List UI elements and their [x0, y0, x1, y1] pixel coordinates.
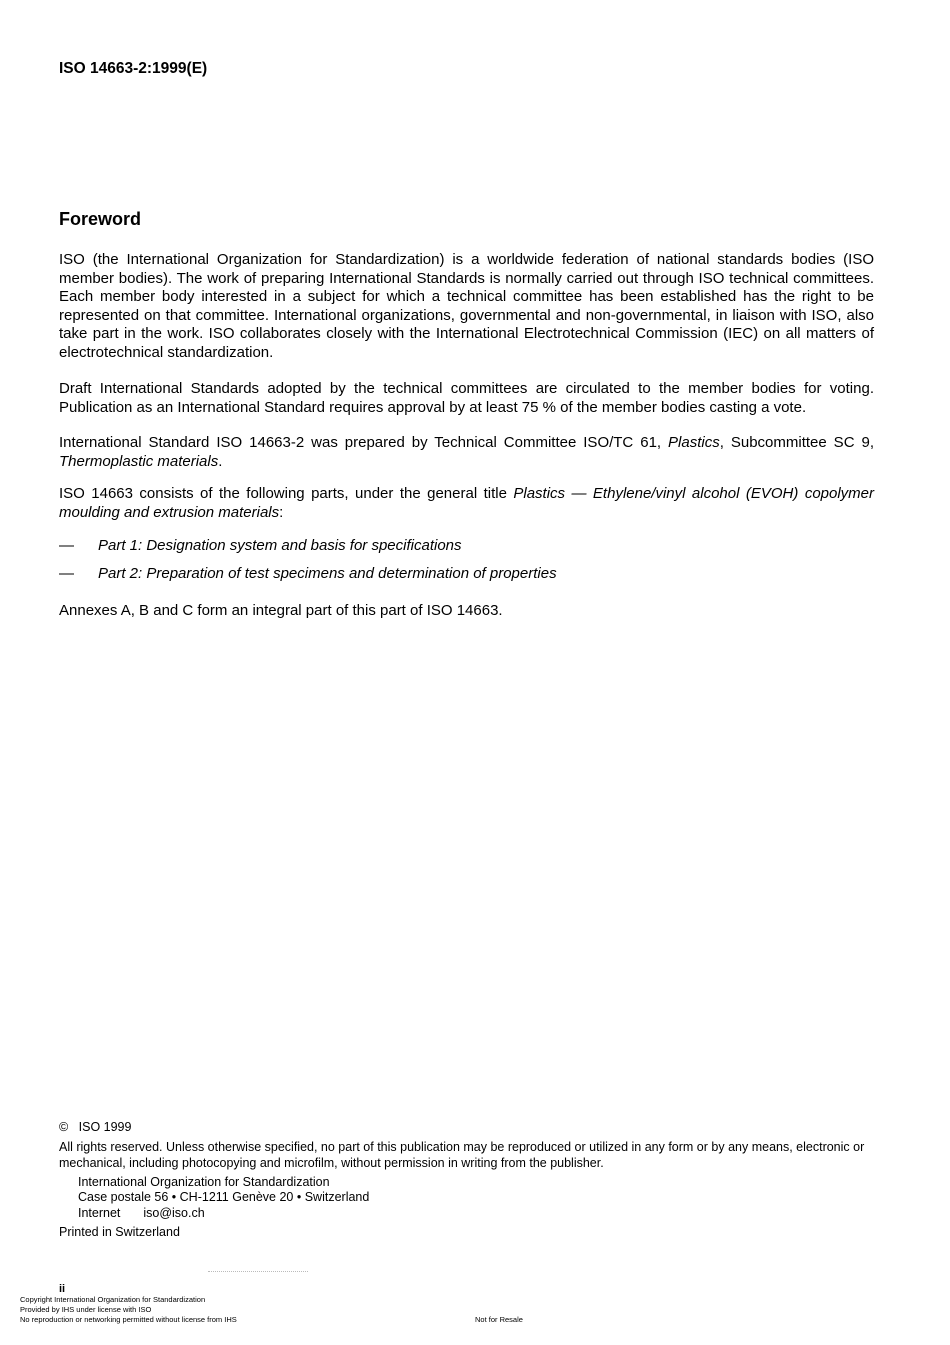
page-number: ii [59, 1283, 66, 1295]
p4-text-c: : [279, 503, 284, 521]
p4-text-a: ISO 14663 consists of the following parts, under the general title [59, 485, 514, 502]
org-name: International Organization for Standardization [78, 1175, 330, 1189]
internet-email: iso@iso.ch [143, 1206, 205, 1220]
paragraph-parts-intro [59, 485, 874, 522]
copyright-line: © ISO 1999 [59, 1120, 132, 1134]
p4-general-title: Plastics — Ethylene/vinyl alcohol (EVOH) copolymer moulding and extrusion materials [59, 485, 875, 521]
page-title: Foreword [59, 209, 142, 229]
p3-text-c: , Subcommittee SC 9, [719, 434, 874, 451]
p3-thermoplastic: Thermoplastic materials [59, 452, 219, 470]
footer-line-1: Copyright International Organization for Standardization [20, 1295, 206, 1304]
internet-label: Internet [78, 1206, 121, 1220]
p3-text-e: . [218, 452, 223, 470]
paragraph-iso-intro: ISO (the International Organization for Standardization) is a worldwide federation of national standards bodies (ISO member bodies). The work of preparing International Standards is normally carried out through ISO technical committees. Each member body interested in a subject for which a technical committee has been established has the right to be represented on that committee. International organizations, governmental and non-governmental, in liaison with ISO, also take part in the work. ISO collaborates closely with the International Electrotechnical Commission (IEC) on all matters of electrotechnical standardization. [59, 251, 874, 361]
not-for-resale: Not for Resale [475, 1315, 523, 1324]
list-item-text: Part 1: Designation system and basis for specifications [98, 537, 462, 554]
dash-marker: — [59, 565, 74, 582]
list-item-text: Part 2: Preparation of test specimens and determination of properties [98, 565, 557, 582]
p3-plastics: Plastics [668, 434, 720, 451]
list-item [59, 537, 874, 557]
paragraph-annexes: Annexes A, B and C form an integral part of this part of ISO 14663. [59, 602, 503, 619]
p3-text-a: International Standard ISO 14663-2 was prepared by Technical Committee ISO/TC 61, [59, 434, 669, 451]
list-item [59, 565, 874, 585]
rights-notice: All rights reserved. Unless otherwise specified, no part of this publication may be reproduced or utilized in any form or by any means, electronic or mechanical, including photocopying and microfilm, without permission in writing from the publisher. [59, 1140, 865, 1170]
scan-artifact-divider [208, 1271, 308, 1274]
footer-line-3: No reproduction or networking permitted without license from IHS [20, 1315, 237, 1324]
org-address: Case postale 56 • CH-1211 Genève 20 • Switzerland [78, 1190, 370, 1204]
dash-marker: — [59, 537, 74, 554]
internet-row [78, 1206, 205, 1222]
paragraph-prepared-by [59, 434, 874, 471]
document-id-header: ISO 14663-2:1999(E) [59, 60, 208, 77]
license-footer [20, 1295, 237, 1325]
footer-line-2: Provided by IHS under license with ISO [20, 1305, 152, 1314]
printed-in: Printed in Switzerland [59, 1225, 180, 1239]
paragraph-draft-standards: Draft International Standards adopted by the technical committees are circulated to the member bodies for voting. Publication as an International Standard requires approval by at least 75 % of the member bodies casting a vote. [59, 380, 874, 416]
